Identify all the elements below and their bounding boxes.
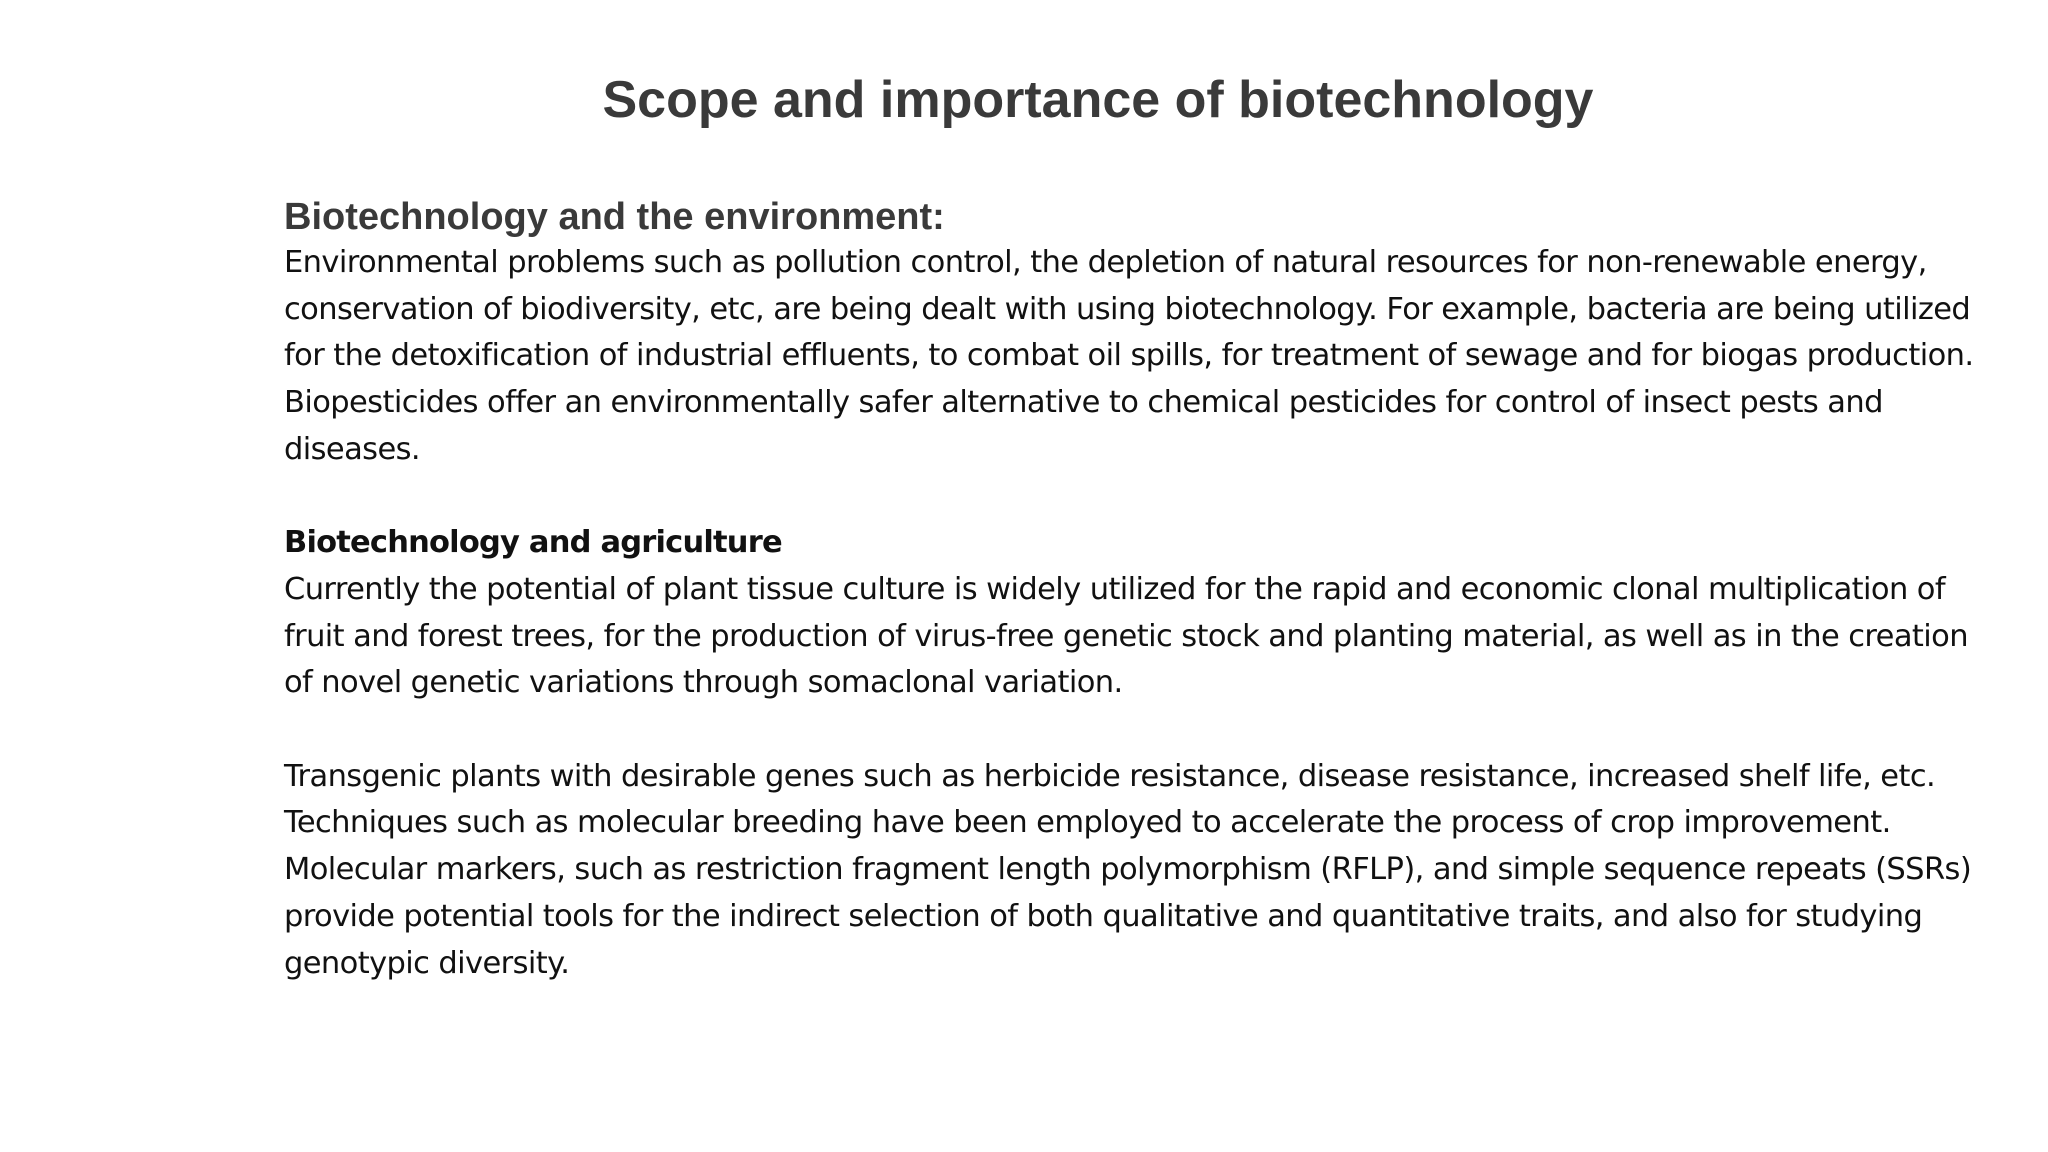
agriculture-paragraph-molecular-markers: Molecular markers, such as restriction fragment length polymorphism (RFLP), and simple sequence repeats (SSRs) provide potential tools for the indirect selection of both qualitative and quantitative traits, and also for studying genotypic diversity. — [284, 852, 1972, 981]
agriculture-heading: Biotechnology and agriculture — [284, 525, 782, 561]
agriculture-paragraph-tissue-culture: Currently the potential of plant tissue culture is widely utilized for the rapid and economic clonal multiplication of fruit and forest trees, for the production of virus-free genetic stock and planting material, as well as in the creation of novel genetic variations through somaclonal variation. — [284, 571, 1968, 701]
environment-heading: Biotechnology and the environment: — [284, 196, 945, 238]
agriculture-paragraph-molecular-breeding: Techniques such as molecular breeding have been employed to accelerate the process of crop improvement. — [284, 805, 1891, 841]
agriculture-paragraph-transgenic: Transgenic plants with desirable genes such as herbicide resistance, disease resistance, increased shelf life, etc. — [284, 758, 1936, 794]
slide-title: Scope and importance of biotechnology — [602, 71, 1594, 129]
slide-content — [284, 194, 2004, 987]
environment-paragraph: Environmental problems such as pollution control, the depletion of natural resources for non-renewable energy, conservation of biodiversity, etc, are being dealt with using biotechnology. For example, bacteria are being utilized for the detoxification of industrial effluents, to combat oil spills, for treatment of sewage and for biogas production. Biopesticides offer an environmentally safer alternative to chemical pesticides for control of insect pests and diseases. — [284, 245, 1974, 467]
paragraph-spacer — [284, 707, 2004, 754]
